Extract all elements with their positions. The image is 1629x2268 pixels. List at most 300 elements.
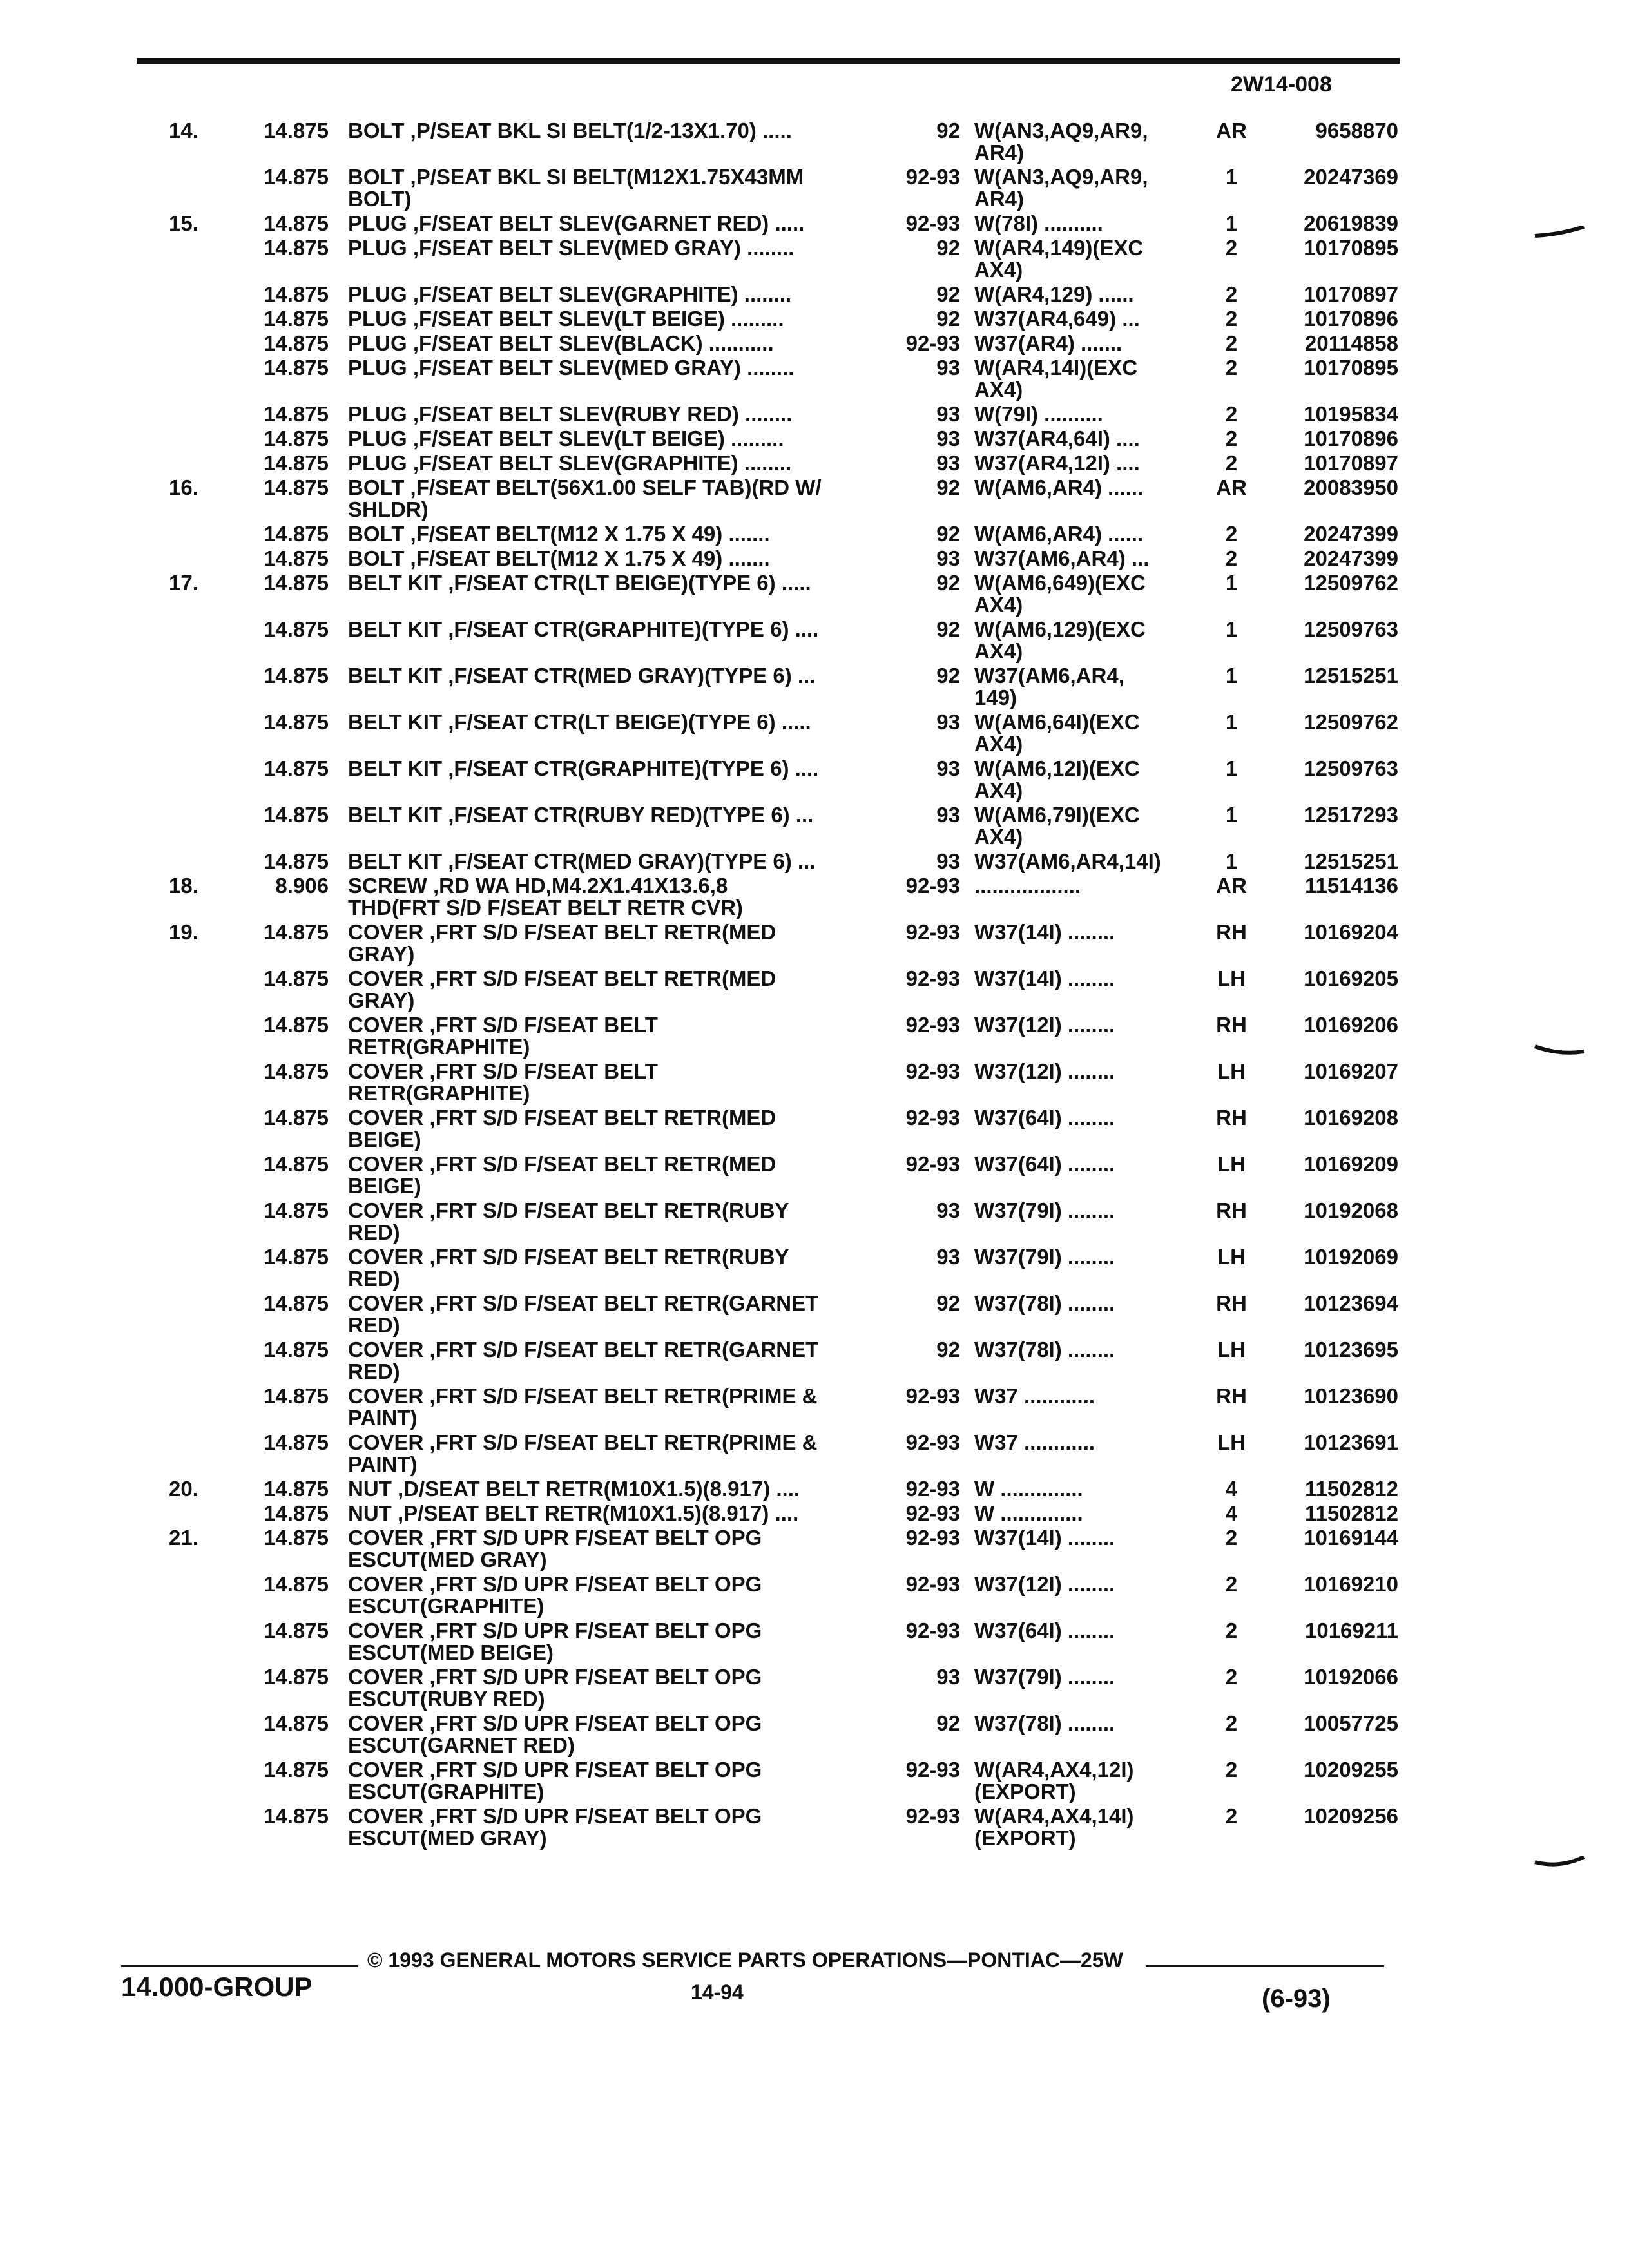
part-description-continued: BEIGE) <box>348 1128 421 1151</box>
quantity: LH <box>1217 1059 1246 1083</box>
application: W(AM6,79I)(EXC <box>974 803 1140 827</box>
part-description-continued: BOLT) <box>348 187 412 211</box>
quantity: 2 <box>1225 546 1238 570</box>
model-year: 92-93 <box>905 1619 960 1642</box>
application: W(AN3,AQ9,AR9, <box>974 165 1148 189</box>
part-description-continued: SHLDR) <box>348 497 429 521</box>
application: W(AM6,649)(EXC <box>974 571 1146 595</box>
application: W(AM6,AR4) ...... <box>974 522 1144 546</box>
model-year: 93 <box>936 451 960 475</box>
part-description-continued: BEIGE) <box>348 1174 421 1198</box>
parts-row <box>0 428 1629 452</box>
part-number: 11502812 <box>1304 1477 1398 1501</box>
parts-row <box>0 403 1629 428</box>
quantity: 2 <box>1225 402 1238 426</box>
model-year: 92 <box>936 236 960 260</box>
quantity: 4 <box>1225 1477 1238 1501</box>
part-description: COVER ,FRT S/D UPR F/SEAT BELT OPG <box>348 1619 762 1642</box>
part-number: 12515251 <box>1304 849 1398 873</box>
part-description: COVER ,FRT S/D F/SEAT BELT RETR(GARNET <box>348 1338 819 1361</box>
quantity: LH <box>1217 1430 1246 1454</box>
quantity: 2 <box>1225 331 1238 355</box>
group-number: 14.875 <box>264 1526 329 1550</box>
application: W(78I) .......... <box>974 211 1103 235</box>
part-number: 10169208 <box>1304 1106 1398 1129</box>
part-description: BELT KIT ,F/SEAT CTR(MED GRAY)(TYPE 6) ... <box>348 664 816 687</box>
part-description: PLUG ,F/SEAT BELT SLEV(GRAPHITE) ........ <box>348 451 792 475</box>
parts-row <box>0 1385 1629 1432</box>
application: W37(79I) ........ <box>974 1198 1115 1222</box>
model-year: 93 <box>936 1665 960 1689</box>
group-number: 14.875 <box>264 1013 329 1037</box>
parts-row <box>0 1200 1629 1246</box>
parts-row <box>0 619 1629 665</box>
application: W37(12I) ........ <box>974 1059 1115 1083</box>
part-number: 10170895 <box>1304 356 1398 380</box>
model-year: 92-93 <box>905 211 960 235</box>
parts-row <box>0 357 1629 403</box>
part-number: 12509762 <box>1304 710 1398 734</box>
group-number: 14.875 <box>264 546 329 570</box>
parts-row <box>0 213 1629 237</box>
parts-row <box>0 452 1629 477</box>
group-number: 14.875 <box>264 1106 329 1129</box>
quantity: 1 <box>1225 664 1238 687</box>
application: W37(64I) ........ <box>974 1619 1115 1642</box>
quantity: 2 <box>1225 282 1238 306</box>
application: W37 ............ <box>974 1384 1095 1408</box>
model-year: 92 <box>936 571 960 595</box>
quantity: 2 <box>1225 522 1238 546</box>
group-number: 14.875 <box>264 1619 329 1642</box>
group-number: 14.875 <box>264 1430 329 1454</box>
application: W(AM6,129)(EXC <box>974 617 1146 641</box>
group-number: 14.875 <box>264 427 329 450</box>
part-number: 10192066 <box>1304 1665 1398 1689</box>
part-number: 10169144 <box>1304 1526 1398 1550</box>
parts-row <box>0 968 1629 1014</box>
group-number: 14.875 <box>264 1665 329 1689</box>
part-description: BELT KIT ,F/SEAT CTR(GRAPHITE)(TYPE 6) .... <box>348 617 819 641</box>
quantity: RH <box>1216 1106 1247 1129</box>
quantity: 2 <box>1225 1665 1238 1689</box>
page-code: 2W14-008 <box>1231 72 1332 97</box>
application: W37(AR4,12I) .... <box>974 451 1140 475</box>
parts-row <box>0 572 1629 619</box>
group-number: 14.875 <box>264 571 329 595</box>
group-number: 8.906 <box>275 874 329 898</box>
part-number: 10123695 <box>1304 1338 1398 1361</box>
figure-number: 17. <box>169 571 198 595</box>
part-description: COVER ,FRT S/D F/SEAT BELT RETR(PRIME & <box>348 1384 818 1408</box>
part-description: COVER ,FRT S/D UPR F/SEAT BELT OPG <box>348 1711 762 1735</box>
parts-row <box>0 120 1629 166</box>
parts-row <box>0 1573 1629 1620</box>
application-continued: AX4) <box>974 825 1023 849</box>
footer-date: (6-93) <box>1262 1984 1331 2013</box>
quantity: LH <box>1217 1245 1246 1269</box>
part-description-continued: RED) <box>348 1360 400 1383</box>
parts-row <box>0 1339 1629 1385</box>
group-number: 14.875 <box>264 920 329 944</box>
model-year: 93 <box>936 1198 960 1222</box>
part-number: 12509763 <box>1304 617 1398 641</box>
part-description: NUT ,P/SEAT BELT RETR(M10X1.5)(8.917) .... <box>348 1501 799 1525</box>
figure-number: 18. <box>169 874 198 898</box>
parts-row <box>0 1527 1629 1573</box>
footer-group-label: 14.000-GROUP <box>121 1972 313 2002</box>
part-description-continued: ESCUT(MED GRAY) <box>348 1548 547 1571</box>
quantity: RH <box>1216 1291 1247 1315</box>
quantity: 1 <box>1225 617 1238 641</box>
parts-row <box>0 1759 1629 1805</box>
footer-rule-left <box>121 1965 358 1967</box>
quantity: AR <box>1216 476 1247 499</box>
model-year: 92 <box>936 617 960 641</box>
model-year: 92-93 <box>905 331 960 355</box>
part-number: 10192069 <box>1304 1245 1398 1269</box>
application: W37(AM6,AR4,14I) <box>974 849 1161 873</box>
part-description-continued: PAINT) <box>348 1406 418 1430</box>
model-year: 92 <box>936 307 960 331</box>
group-number: 14.875 <box>264 966 329 990</box>
model-year: 93 <box>936 849 960 873</box>
application: W(AR4,129) ...... <box>974 282 1134 306</box>
application: W(AM6,12I)(EXC <box>974 756 1140 780</box>
quantity: RH <box>1216 920 1247 944</box>
part-number: 10123691 <box>1304 1430 1398 1454</box>
group-number: 14.875 <box>264 1711 329 1735</box>
footer-rule-right <box>1146 1965 1384 1967</box>
application-continued: AR4) <box>974 187 1025 211</box>
part-number: 10169206 <box>1304 1013 1398 1037</box>
quantity: AR <box>1216 119 1247 142</box>
parts-row <box>0 237 1629 284</box>
group-number: 14.875 <box>264 165 329 189</box>
part-number: 10170897 <box>1304 451 1398 475</box>
parts-row <box>0 1153 1629 1200</box>
application: W37(AR4) ....... <box>974 331 1123 355</box>
footer-copyright: © 1993 GENERAL MOTORS SERVICE PARTS OPERATIONS—PONTIAC—25W <box>367 1948 1123 1972</box>
model-year: 92-93 <box>905 1526 960 1550</box>
parts-row <box>0 921 1629 968</box>
parts-row <box>0 1666 1629 1713</box>
figure-number: 19. <box>169 920 198 944</box>
group-number: 14.875 <box>264 1477 329 1501</box>
application: W37(79I) ........ <box>974 1245 1115 1269</box>
figure-number: 14. <box>169 119 198 142</box>
part-number: 10169209 <box>1304 1152 1398 1176</box>
application: W(AN3,AQ9,AR9, <box>974 119 1148 142</box>
binder-hole-mark <box>1534 226 1585 238</box>
quantity: 2 <box>1225 451 1238 475</box>
part-description-continued: ESCUT(MED BEIGE) <box>348 1640 554 1664</box>
part-description: BOLT ,F/SEAT BELT(M12 X 1.75 X 49) ....... <box>348 522 770 546</box>
model-year: 92-93 <box>905 1477 960 1501</box>
parts-row <box>0 284 1629 308</box>
quantity: 2 <box>1225 356 1238 380</box>
figure-number: 15. <box>169 211 198 235</box>
quantity: 2 <box>1225 307 1238 331</box>
parts-row <box>0 758 1629 804</box>
quantity: 1 <box>1225 756 1238 780</box>
group-number: 14.875 <box>264 522 329 546</box>
group-number: 14.875 <box>264 307 329 331</box>
part-description: BOLT ,F/SEAT BELT(M12 X 1.75 X 49) ....... <box>348 546 770 570</box>
model-year: 92 <box>936 1291 960 1315</box>
group-number: 14.875 <box>264 1059 329 1083</box>
part-description: COVER ,FRT S/D UPR F/SEAT BELT OPG <box>348 1758 762 1782</box>
quantity: RH <box>1216 1013 1247 1037</box>
part-description: COVER ,FRT S/D F/SEAT BELT <box>348 1013 658 1037</box>
model-year: 92 <box>936 664 960 687</box>
part-description: PLUG ,F/SEAT BELT SLEV(BLACK) ........... <box>348 331 774 355</box>
application: W(AR4,AX4,12I) <box>974 1758 1134 1782</box>
application: W(AR4,14I)(EXC <box>974 356 1138 380</box>
parts-row <box>0 711 1629 758</box>
part-number: 10209256 <box>1304 1804 1398 1828</box>
model-year: 92-93 <box>905 1106 960 1129</box>
quantity: LH <box>1217 1152 1246 1176</box>
model-year: 92-93 <box>905 920 960 944</box>
parts-row <box>0 1713 1629 1759</box>
part-number: 10195834 <box>1304 402 1398 426</box>
part-description-continued: GRAY) <box>348 988 415 1012</box>
quantity: 2 <box>1225 1758 1238 1782</box>
quantity: RH <box>1216 1384 1247 1408</box>
part-number: 20083950 <box>1304 476 1398 499</box>
part-description: COVER ,FRT S/D UPR F/SEAT BELT OPG <box>348 1665 762 1689</box>
application: W37(64I) ........ <box>974 1152 1115 1176</box>
quantity: 1 <box>1225 165 1238 189</box>
part-description: BELT KIT ,F/SEAT CTR(MED GRAY)(TYPE 6) ... <box>348 849 816 873</box>
application: W .............. <box>974 1477 1083 1501</box>
part-number: 11514136 <box>1304 874 1398 898</box>
model-year: 92-93 <box>905 874 960 898</box>
application: W .............. <box>974 1501 1083 1525</box>
part-description: BELT KIT ,F/SEAT CTR(LT BEIGE)(TYPE 6) ..... <box>348 571 811 595</box>
part-description: SCREW ,RD WA HD,M4.2X1.41X13.6,8 <box>348 874 728 898</box>
part-description-continued: THD(FRT S/D F/SEAT BELT RETR CVR) <box>348 896 743 919</box>
group-number: 14.875 <box>264 617 329 641</box>
part-description: COVER ,FRT S/D F/SEAT BELT <box>348 1059 658 1083</box>
part-number: 10170896 <box>1304 307 1398 331</box>
part-number: 10192068 <box>1304 1198 1398 1222</box>
parts-row <box>0 1107 1629 1153</box>
part-number: 12515251 <box>1304 664 1398 687</box>
model-year: 92 <box>936 1338 960 1361</box>
quantity: 1 <box>1225 803 1238 827</box>
part-number: 10123690 <box>1304 1384 1398 1408</box>
part-description: COVER ,FRT S/D F/SEAT BELT RETR(RUBY <box>348 1245 789 1269</box>
part-number: 20247399 <box>1304 546 1398 570</box>
quantity: AR <box>1216 874 1247 898</box>
group-number: 14.875 <box>264 1291 329 1315</box>
parts-row <box>0 548 1629 572</box>
part-description-continued: ESCUT(GRAPHITE) <box>348 1780 545 1803</box>
part-description: COVER ,FRT S/D UPR F/SEAT BELT OPG <box>348 1804 762 1828</box>
group-number: 14.875 <box>264 1152 329 1176</box>
quantity: 2 <box>1225 427 1238 450</box>
group-number: 14.875 <box>264 664 329 687</box>
application-continued: AX4) <box>974 258 1023 282</box>
group-number: 14.875 <box>264 356 329 380</box>
group-number: 14.875 <box>264 402 329 426</box>
group-number: 14.875 <box>264 331 329 355</box>
part-number: 10170895 <box>1304 236 1398 260</box>
model-year: 93 <box>936 710 960 734</box>
application-continued: AR4) <box>974 140 1025 164</box>
quantity: 1 <box>1225 849 1238 873</box>
application-continued: AX4) <box>974 639 1023 663</box>
parts-row <box>0 804 1629 850</box>
quantity: 2 <box>1225 1572 1238 1596</box>
quantity: 2 <box>1225 236 1238 260</box>
model-year: 93 <box>936 803 960 827</box>
group-number: 14.875 <box>264 710 329 734</box>
part-number: 20114858 <box>1304 331 1398 355</box>
application: W(79I) .......... <box>974 402 1103 426</box>
group-number: 14.875 <box>264 1384 329 1408</box>
model-year: 92-93 <box>905 1804 960 1828</box>
application: .................. <box>974 874 1081 898</box>
model-year: 92 <box>936 476 960 499</box>
part-description-continued: PAINT) <box>348 1452 418 1476</box>
application: W37(12I) ........ <box>974 1013 1115 1037</box>
application: W37(12I) ........ <box>974 1572 1115 1596</box>
group-number: 14.875 <box>264 476 329 499</box>
group-number: 14.875 <box>264 282 329 306</box>
model-year: 93 <box>936 356 960 380</box>
application: W37(AR4,649) ... <box>974 307 1140 331</box>
figure-number: 20. <box>169 1477 198 1501</box>
application-continued: (EXPORT) <box>974 1780 1076 1803</box>
part-description-continued: ESCUT(RUBY RED) <box>348 1687 545 1711</box>
quantity: 1 <box>1225 211 1238 235</box>
application: W37(78I) ........ <box>974 1291 1115 1315</box>
model-year: 92-93 <box>905 1013 960 1037</box>
application-continued: AX4) <box>974 778 1023 802</box>
parts-list <box>0 120 1629 1852</box>
quantity: 1 <box>1225 710 1238 734</box>
part-description-continued: RETR(GRAPHITE) <box>348 1081 530 1105</box>
parts-row <box>0 1478 1629 1503</box>
application: W37(AM6,AR4, <box>974 664 1124 687</box>
model-year: 92 <box>936 1711 960 1735</box>
application: W37(78I) ........ <box>974 1711 1115 1735</box>
group-number: 14.875 <box>264 756 329 780</box>
part-number: 10169207 <box>1304 1059 1398 1083</box>
part-number: 9658870 <box>1315 119 1398 142</box>
part-description: PLUG ,F/SEAT BELT SLEV(MED GRAY) ........ <box>348 356 795 380</box>
parts-row <box>0 332 1629 357</box>
application: W37(AM6,AR4) ... <box>974 546 1150 570</box>
part-description: COVER ,FRT S/D F/SEAT BELT RETR(MED <box>348 1106 776 1129</box>
application: W37(79I) ........ <box>974 1665 1115 1689</box>
part-description-continued: RED) <box>348 1267 400 1291</box>
parts-row <box>0 1061 1629 1107</box>
model-year: 92-93 <box>905 1059 960 1083</box>
part-description: NUT ,D/SEAT BELT RETR(M10X1.5)(8.917) .... <box>348 1477 800 1501</box>
part-number: 10170897 <box>1304 282 1398 306</box>
application-continued: 149) <box>974 686 1017 709</box>
figure-number: 21. <box>169 1526 198 1550</box>
part-description: BOLT ,F/SEAT BELT(56X1.00 SELF TAB)(RD W/ <box>348 476 822 499</box>
model-year: 92-93 <box>905 165 960 189</box>
application: W37(AR4,64I) .... <box>974 427 1140 450</box>
quantity: LH <box>1217 1338 1246 1361</box>
group-number: 14.875 <box>264 451 329 475</box>
figure-number: 16. <box>169 476 198 499</box>
part-description: PLUG ,F/SEAT BELT SLEV(GARNET RED) ..... <box>348 211 805 235</box>
model-year: 92-93 <box>905 966 960 990</box>
quantity: 2 <box>1225 1804 1238 1828</box>
parts-row <box>0 1805 1629 1852</box>
part-number: 11502812 <box>1304 1501 1398 1525</box>
part-number: 10209255 <box>1304 1758 1398 1782</box>
part-number: 12517293 <box>1304 803 1398 827</box>
application: W(AR4,149)(EXC <box>974 236 1144 260</box>
parts-row <box>0 1620 1629 1666</box>
part-description: BELT KIT ,F/SEAT CTR(GRAPHITE)(TYPE 6) .... <box>348 756 819 780</box>
part-description: COVER ,FRT S/D UPR F/SEAT BELT OPG <box>348 1572 762 1596</box>
quantity: 1 <box>1225 571 1238 595</box>
part-description: BOLT ,P/SEAT BKL SI BELT(M12X1.75X43MM <box>348 165 804 189</box>
part-description: PLUG ,F/SEAT BELT SLEV(GRAPHITE) ........ <box>348 282 792 306</box>
part-description: COVER ,FRT S/D F/SEAT BELT RETR(PRIME & <box>348 1430 818 1454</box>
group-number: 14.875 <box>264 211 329 235</box>
parts-row <box>0 875 1629 921</box>
parts-row <box>0 850 1629 875</box>
parts-row <box>0 665 1629 711</box>
group-number: 14.875 <box>264 1245 329 1269</box>
part-number: 10169204 <box>1304 920 1398 944</box>
binder-hole-mark <box>1534 1044 1585 1057</box>
application: W37(64I) ........ <box>974 1106 1115 1129</box>
application: W37 ............ <box>974 1430 1095 1454</box>
model-year: 93 <box>936 402 960 426</box>
parts-row <box>0 1246 1629 1293</box>
parts-row <box>0 523 1629 548</box>
application-continued: AX4) <box>974 593 1023 617</box>
group-number: 14.875 <box>264 1501 329 1525</box>
parts-row <box>0 477 1629 523</box>
parts-row <box>0 308 1629 332</box>
part-number: 10057725 <box>1304 1711 1398 1735</box>
model-year: 93 <box>936 427 960 450</box>
part-number: 10170896 <box>1304 427 1398 450</box>
top-rule <box>137 58 1400 64</box>
model-year: 92-93 <box>905 1501 960 1525</box>
parts-row <box>0 1432 1629 1478</box>
part-number: 12509763 <box>1304 756 1398 780</box>
group-number: 14.875 <box>264 1198 329 1222</box>
application: W37(78I) ........ <box>974 1338 1115 1361</box>
part-description-continued: RED) <box>348 1313 400 1337</box>
part-number: 20247369 <box>1304 165 1398 189</box>
model-year: 93 <box>936 756 960 780</box>
part-description: BELT KIT ,F/SEAT CTR(LT BEIGE)(TYPE 6) ..... <box>348 710 811 734</box>
application-continued: (EXPORT) <box>974 1826 1076 1850</box>
part-description: COVER ,FRT S/D F/SEAT BELT RETR(GARNET <box>348 1291 819 1315</box>
group-number: 14.875 <box>264 119 329 142</box>
quantity: 4 <box>1225 1501 1238 1525</box>
part-description: PLUG ,F/SEAT BELT SLEV(RUBY RED) ........ <box>348 402 793 426</box>
part-description: COVER ,FRT S/D F/SEAT BELT RETR(RUBY <box>348 1198 789 1222</box>
part-description-continued: RED) <box>348 1220 400 1244</box>
part-description-continued: RETR(GRAPHITE) <box>348 1035 530 1059</box>
part-description: COVER ,FRT S/D F/SEAT BELT RETR(MED <box>348 966 776 990</box>
